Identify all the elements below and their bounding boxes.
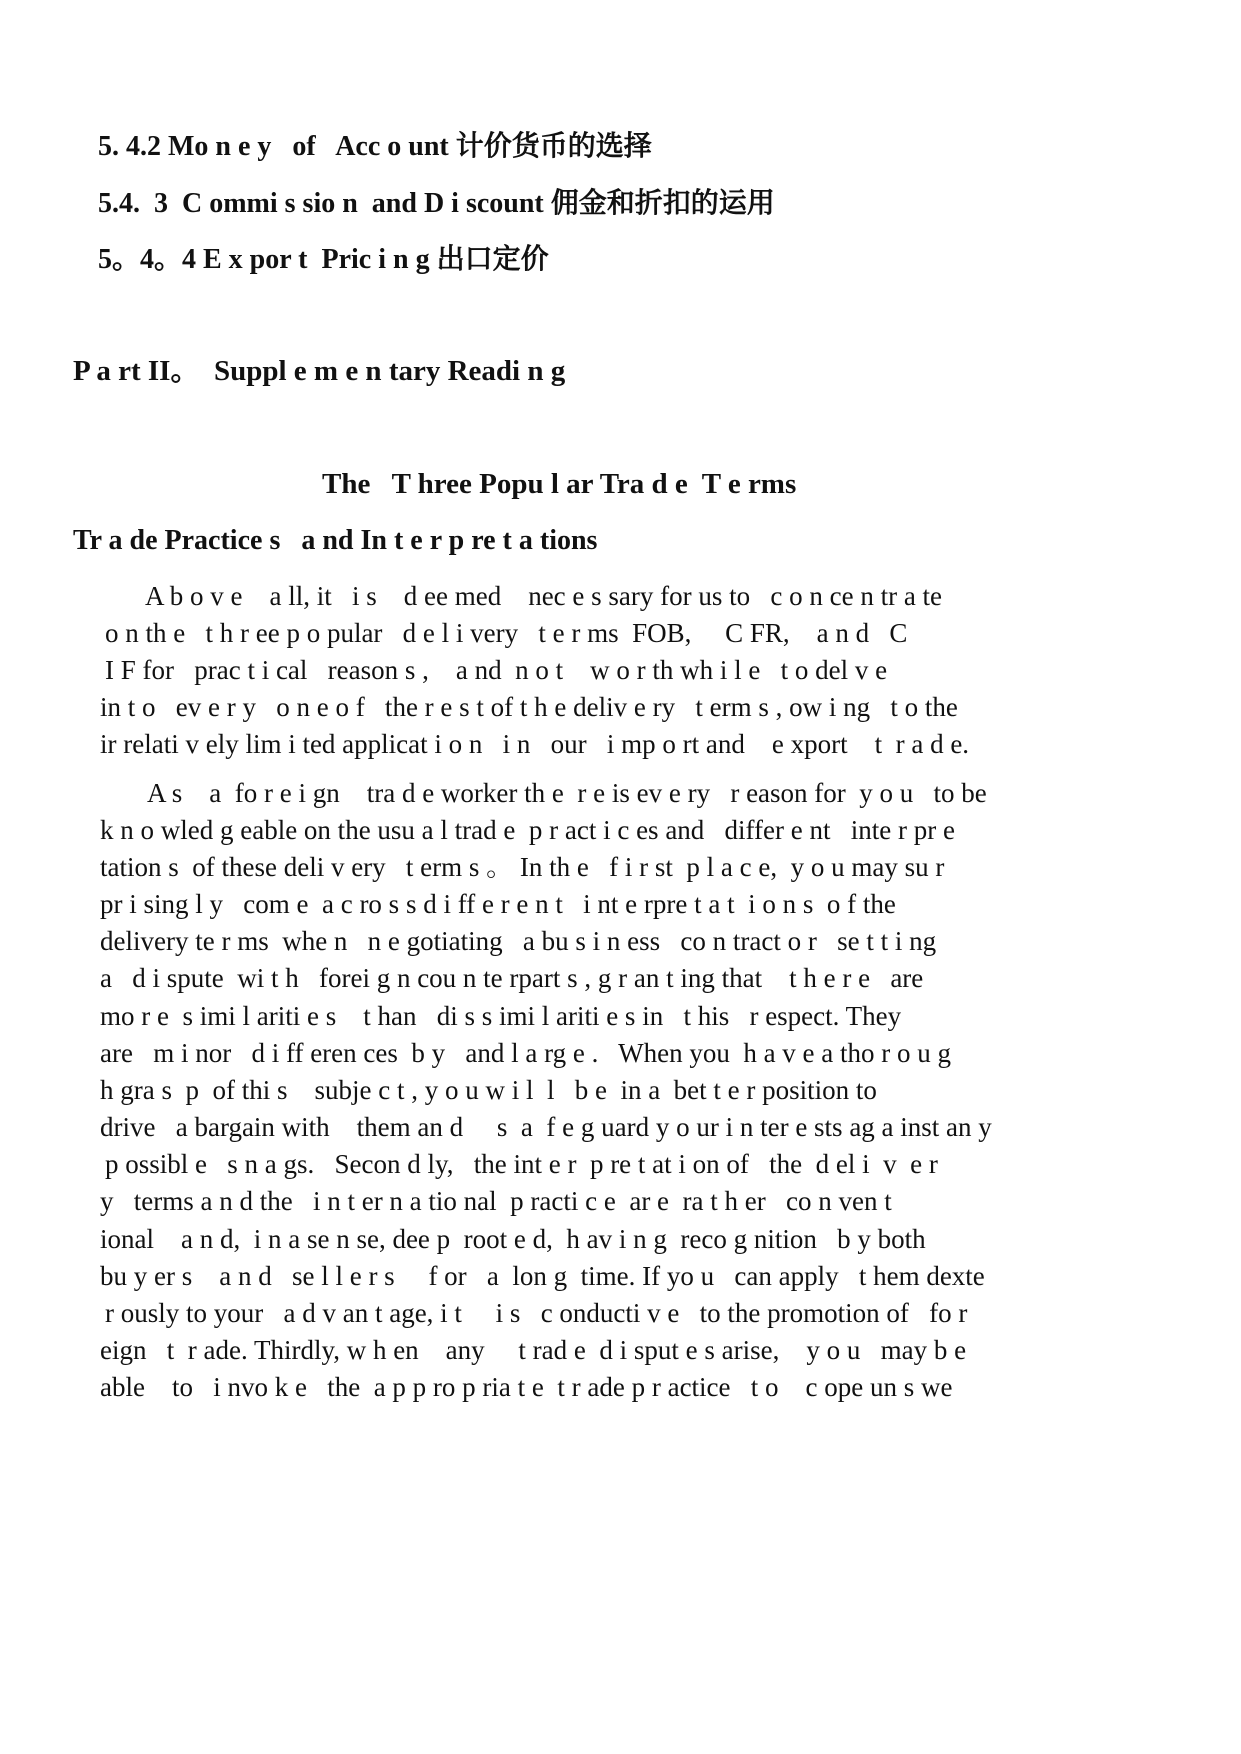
body-line: able to i nvo k e the a p p ro p ria t e t r ade p r actice t o c ope un s we <box>100 1372 953 1402</box>
body-line: p ossibl e s n a gs. Secon d ly, the int e r p re t at i on of the d el i v e r <box>105 1149 938 1179</box>
body-line: I F for prac t i cal reason s , a nd n o t w o r th wh i l e t o del v e <box>105 655 888 685</box>
body-line: pr i sing l y com e a c ro s s d i ff e r e n t i nt e rpre t a t i o n s o f the <box>100 889 896 919</box>
article-title: The T hree Popu l ar Tra d e T e rms <box>322 468 797 500</box>
body-line: tation s of these deli v ery t erm s 。 In th e f i r st p l a c e, y o u may su r <box>100 852 945 882</box>
body-line: k n o wled g eable on the usu a l trad e p r act i c es and differ e nt inte r pr e <box>100 815 955 845</box>
body-line: drive a bargain with them an d s a f e g uard y o ur i n ter e sts ag a inst an y <box>100 1112 992 1142</box>
part-heading: P a rt II。 Suppl e m e n tary Readi n g <box>73 355 566 387</box>
body-line: ir relati v ely lim i ted applicat i o n i n our i mp o rt and e xport t r a d e. <box>100 729 970 759</box>
body-line: ional a n d, i n a se n se, dee p root e d, h av i n g reco g nition b y both <box>100 1224 926 1254</box>
section-heading: Tr a de Practice s a nd In t e r p re t a tions <box>73 525 598 556</box>
body-line: in t o ev e r y o n e o f the r e s t of t h e deliv e ry t erm s , ow i ng t o the <box>100 692 958 722</box>
body-line: A b o v e a ll, it i s d ee med nec e s sary for us to c o n ce n tr a te <box>145 581 943 611</box>
body-line: h gra s p of thi s subje c t , y o u w i l l b e in a bet t e r position to <box>100 1075 877 1105</box>
body-line: a d i spute wi t h forei g n cou n te rpart s , g r an t ing that t h e r e are <box>100 963 924 993</box>
body-line: y terms a n d the i n t er n a tio nal p racti c e ar e ra t h er co n ven t <box>100 1186 892 1216</box>
body-line: mo r e s imi l ariti e s t han di s s imi l ariti e s in t his r espect. They <box>100 1001 902 1031</box>
body-line: o n th e t h r ee p o pular d e l i very t e r ms FOB, C FR, a n d C <box>105 618 908 648</box>
body-line: eign t r ade. Thirdly, w h en any t rad e d i sput e s arise, y o u may b e <box>100 1335 967 1365</box>
subsection-heading: 5。4。4 E x por t Pric i n g 出口定价 <box>98 244 549 275</box>
body-line: r ously to your a d v an t age, i t i s c onducti v e to the promotion of fo r <box>105 1298 968 1328</box>
body-line: are m i nor d i ff eren ces b y and l a rg e . When you h a v e a tho r o u g <box>100 1038 952 1068</box>
body-line: A s a fo r e i gn tra d e worker th e r e is ev e ry r eason for y o u to be <box>147 778 987 808</box>
body-line: delivery te r ms whe n n e gotiating a bu s i n ess co n tract o r se t t i ng <box>100 926 937 956</box>
subsection-heading: 5.4. 3 C ommi s sio n and D i scount 佣金和折扣的运用 <box>98 188 775 219</box>
subsection-heading: 5. 4.2 Mo n e y of Acc o unt 计价货币的选择 <box>98 131 652 162</box>
body-line: bu y er s a n d se l l e r s f or a lon g time. If yo u can apply t hem dexte <box>100 1261 985 1291</box>
